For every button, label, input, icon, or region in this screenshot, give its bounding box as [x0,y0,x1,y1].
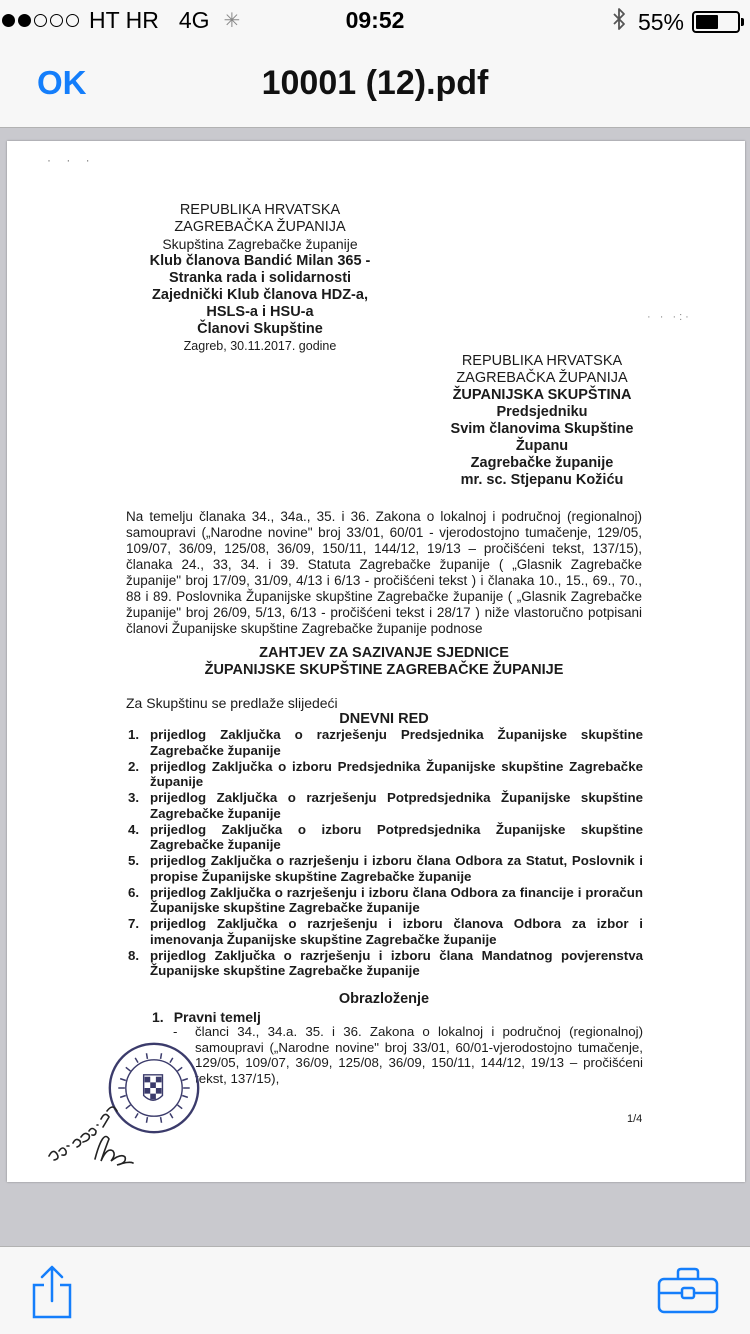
recipient-line: Predsjedniku [496,404,588,420]
done-button[interactable]: OK [37,64,87,101]
recipient-line: mr. sc. Stjepanu Kožiću [460,472,624,488]
sender-line: REPUBLIKA HRVATSKA [179,202,341,218]
share-button[interactable] [28,1263,76,1321]
recipient-block [392,353,692,489]
scan-artifact: · · · [47,153,96,167]
page-number: 1/4 [627,1113,643,1125]
sender-date: Zagreb, 30.11.2017. godine [183,339,337,353]
sender-line: Klub članova Bandić Milan 365 - [149,253,371,269]
network-type: 4G [178,7,210,33]
status-time: 09:52 [345,7,405,33]
markup-toolbox-button[interactable] [656,1267,720,1315]
agenda-item: 8. prijedlog Zaključka o razrješenju i izboru člana Mandatnog povjerenstva Županijske skupštine Zagrebačke županije [128,947,643,978]
intro-paragraph: Na temelju članaka 34., 34a., 35. i 36. Zakona o lokalnoj i područnoj (regionalnoj) samoupravi („Narodne novine" broj 33/01, 60/01 - vjerodostojno tumačenje, 129/05, 109/07, 36/09, 125/08, 36/09, 150/11, 144/12, 19/13 – pročišćeni tekst, 137/15), članaka 24., 33, 34. i 39. Statuta Zagrebačke županije ( „Glasnik Zagrebačke županije" broj 17/09, 31/09, 4/13 i 6/13 - pročišćeni tekst ) i članaka 10., 15., 69., 70., 88 i 89. Poslovnika Županijske skupštine Zagrebačke županije ( „Glasnik Zagrebačke županije" broj 26/09, 5/13, 6/13 - pročišćeni tekst i 28/17 ) niže vlastoručno potpisani članovi Županijske skupštine Zagrebačke županije podnose [126,509,642,636]
recipient-line: ŽUPANIJSKA SKUPŠTINA [452,387,632,403]
agenda-item: 4. prijedlog Zaključka o izboru Potpredsjednika Županijske skupštine Zagrebačke županije [128,821,643,852]
navigation-bar [0,40,750,128]
recipient-line: ZAGREBAČKA ŽUPANIJA [456,370,628,386]
carrier-name: HT HR [89,7,159,33]
agenda-item: 5. prijedlog Zaključka o razrješenju i izboru člana Odbora za Statut, Poslovnik i propise Županijske skupštine Zagrebačke županije [128,853,643,884]
agenda-item: 2. prijedlog Zaključka o izboru Predsjednika Županijske skupštine Zagrebačke županije [128,758,643,789]
agenda-item: 7. prijedlog Zaključka o razrješenju i izboru članova Odbora za izbor i imenovanja Županijske skupštine Zagrebačke županije [128,916,643,947]
proposal-intro: Za Skupštinu se predlaže slijedeći [126,695,338,711]
legal-basis-heading: 1. Pravni temelj [152,1009,261,1025]
sender-line: Zajednički Klub članova HDZ-a, [152,287,368,303]
recipient-line: Svim članovima Skupštine [450,421,634,437]
recipient-line: Županu [515,438,569,454]
request-title-line: ZAHTJEV ZA SAZIVANJE SJEDNICE [259,645,509,661]
document-title: 10001 (12).pdf [261,64,489,102]
battery-percent: 55% [637,8,684,35]
share-icon [28,1263,76,1321]
sender-line: ZAGREBAČKA ŽUPANIJA [174,219,346,235]
legal-basis-text: - članci 34., 34.a. 35. i 36. Zakona o lokalnoj i područnoj (regionalnoj) samoupravi („Narodne novine" broj 33/01, 60/01-vjerodostojno tumačenje, 129/05, 109/07, 36/09, 125/08, 36/09, 150/11, 144/12, 19/13 – pročišćeni tekst, 137/15), [173,1024,643,1086]
sender-line: HSLS-a i HSU-a [206,304,314,320]
agenda-item: 1. prijedlog Zaključka o razrješenju Predsjednika Županijske skupštine Zagrebačke županije [128,727,643,758]
agenda-item: 6. prijedlog Zaključka o razrješenju i izboru člana Odbora za financije i proračun Županijske skupštine Zagrebačke županije [128,884,643,915]
battery-icon [692,11,740,33]
reasoning-title: Obrazloženje [338,991,430,1007]
sender-line: Stranka rada i solidarnosti [168,270,352,286]
sender-line: Skupština Zagrebačke županije [162,236,358,252]
agenda-title: DNEVNI RED [339,711,429,727]
scan-artifact: · · ·:· [647,311,692,323]
recipient-line: REPUBLIKA HRVATSKA [461,353,623,369]
request-title [126,645,642,679]
toolbox-icon [656,1267,720,1315]
agenda-item: 3. prijedlog Zaključka o razrješenju Potpredsjednika Županijske skupštine Zagrebačke županije [128,790,643,821]
request-title-line: ŽUPANIJSKE SKUPŠTINE ZAGREBAČKE ŽUPANIJE [204,662,564,678]
bluetooth-icon [612,7,626,37]
sender-line: Članovi Skupštine [197,321,323,337]
sender-block [107,202,413,354]
agenda-list [126,727,643,979]
pdf-viewer[interactable] [0,128,750,1246]
pdf-page [7,141,745,1182]
status-bar [0,0,750,40]
handwritten-signature [37,1081,147,1171]
recipient-line: Zagrebačke županije [470,455,614,471]
activity-spinner-icon: ✳ [223,10,241,32]
bottom-toolbar [0,1246,750,1334]
